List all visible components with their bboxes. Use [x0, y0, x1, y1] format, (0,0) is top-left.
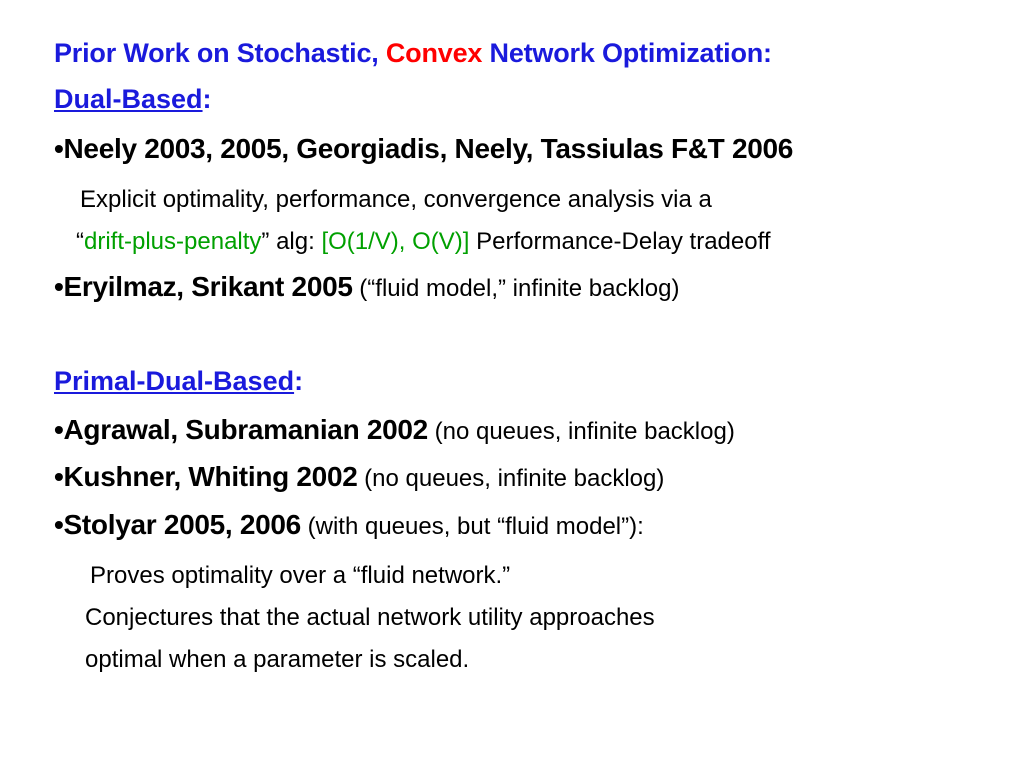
bullet-authors: Eryilmaz, Srikant 2005 [63, 271, 353, 302]
bullet-authors: Agrawal, Subramanian 2002 [63, 414, 428, 445]
bullet-agrawal [54, 414, 735, 446]
stolyar-detail-line3: optimal when a parameter is scaled. [85, 646, 470, 673]
neely-detail-line2 [76, 228, 771, 256]
bullet-kushner [54, 461, 664, 493]
bullet-note: (“fluid model,” infinite backlog) [352, 275, 680, 302]
bullet-eryilmaz [54, 271, 679, 303]
primal-dual-heading [54, 366, 303, 397]
primal-dual-colon: : [294, 366, 304, 396]
bullet-neely [54, 133, 793, 165]
tradeoff-text: Performance-Delay tradeoff [469, 228, 771, 255]
title-part2: Network Optimization: [482, 38, 772, 68]
bullet-authors: Stolyar 2005, 2006 [63, 509, 301, 540]
neely-detail-line1: Explicit optimality, performance, convergence analysis via a [80, 186, 712, 213]
open-quote: “ [76, 228, 84, 255]
dual-based-colon: : [202, 84, 212, 114]
bullet-stolyar [54, 509, 644, 541]
stolyar-detail-line2: Conjectures that the actual network utility approaches [85, 604, 655, 631]
order-text: [O(1/V), O(V)] [321, 228, 470, 255]
stolyar-detail-line1: Proves optimality over a “fluid network.” [90, 562, 511, 589]
title-part1: Prior Work on Stochastic, [54, 38, 386, 68]
bullet-note: (no queues, infinite backlog) [427, 418, 735, 445]
drift-plus-penalty-text: drift-plus-penalty [84, 228, 262, 255]
bullet-mark: • [54, 414, 64, 445]
title-convex: Convex [385, 38, 483, 68]
bullet-mark: • [54, 271, 64, 302]
bullet-authors: Kushner, Whiting 2002 [63, 461, 358, 492]
slide-title [54, 38, 772, 69]
bullet-note: (with queues, but “fluid model”): [300, 513, 644, 540]
primal-dual-label: Primal-Dual-Based [54, 366, 295, 396]
bullet-authors: Neely 2003, 2005, Georgiadis, Neely, Tassiulas F&T 2006 [63, 133, 794, 164]
dual-based-heading [54, 84, 212, 115]
alg-text: ” alg: [261, 228, 322, 255]
bullet-mark: • [54, 461, 64, 492]
bullet-mark: • [54, 133, 64, 164]
bullet-note: (no queues, infinite backlog) [357, 465, 665, 492]
dual-based-label: Dual-Based [54, 84, 203, 114]
bullet-mark: • [54, 509, 64, 540]
